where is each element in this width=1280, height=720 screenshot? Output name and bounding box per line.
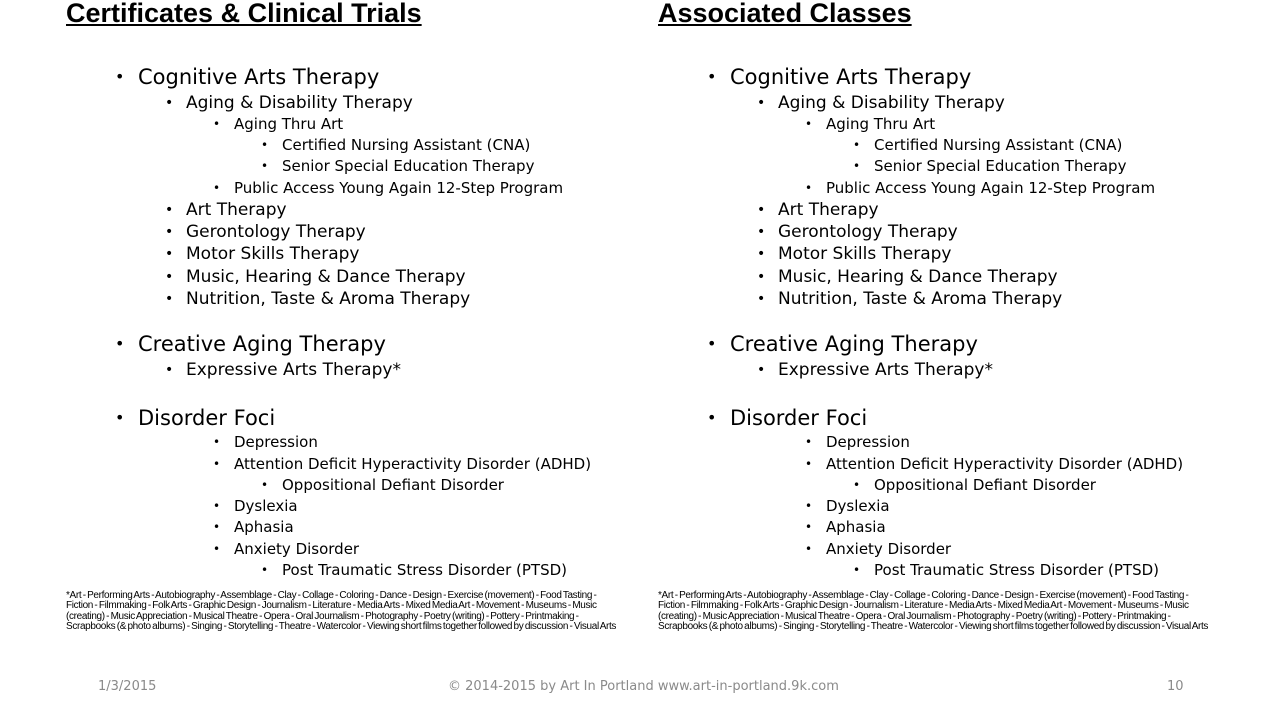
bullet-icon: •: [165, 269, 174, 285]
right-heading: Associated Classes: [658, 0, 912, 28]
bullet-icon: •: [805, 117, 813, 131]
bullet-icon: •: [707, 334, 717, 353]
list-item: • Attention Deficit Hyperactivity Disorder (ADHD): [213, 455, 592, 473]
bullet-icon: •: [213, 520, 221, 534]
list-item: • Post Traumatic Stress Disorder (PTSD): [261, 561, 567, 579]
bullet-icon: •: [707, 67, 717, 86]
bullet-icon: •: [213, 542, 221, 556]
footer-date: 1/3/2015: [98, 679, 157, 694]
list-item: • Cognitive Arts Therapy: [707, 65, 972, 89]
bullet-icon: •: [213, 457, 221, 471]
list-item: • Certified Nursing Assistant (CNA): [853, 136, 1123, 154]
list-item: • Music, Hearing & Dance Therapy: [165, 267, 466, 287]
list-item: • Music, Hearing & Dance Therapy: [757, 267, 1058, 287]
bullet-icon: •: [757, 291, 766, 307]
bullet-icon: •: [805, 542, 813, 556]
bullet-icon: •: [115, 408, 125, 427]
list-item: • Attention Deficit Hyperactivity Disorder (ADHD): [805, 455, 1184, 473]
bullet-icon: •: [853, 478, 861, 492]
bullet-icon: •: [261, 138, 269, 152]
bullet-icon: •: [213, 117, 221, 131]
bullet-icon: •: [213, 499, 221, 513]
bullet-icon: •: [805, 457, 813, 471]
list-item: • Art Therapy: [165, 200, 287, 220]
list-item: • Aphasia: [213, 518, 294, 536]
bullet-icon: •: [805, 520, 813, 534]
list-item: • Depression: [213, 433, 318, 451]
bullet-icon: •: [853, 138, 861, 152]
footer-copyright: © 2014-2015 by Art In Portland www.art-in-portland.9k.com: [448, 679, 839, 694]
list-item: • Expressive Arts Therapy*: [757, 360, 993, 380]
list-item: • Gerontology Therapy: [757, 222, 958, 242]
bullet-icon: •: [213, 435, 221, 449]
list-item: • Art Therapy: [757, 200, 879, 220]
bullet-icon: •: [757, 362, 766, 378]
bullet-icon: •: [805, 435, 813, 449]
list-item: • Disorder Foci: [115, 406, 276, 430]
list-item: • Dyslexia: [213, 497, 298, 515]
bullet-icon: •: [757, 95, 766, 111]
list-item: • Aging & Disability Therapy: [757, 93, 1005, 113]
bullet-icon: •: [261, 563, 269, 577]
bullet-icon: •: [757, 202, 766, 218]
bullet-icon: •: [165, 202, 174, 218]
left-column: [66, 0, 646, 650]
list-item: • Anxiety Disorder: [213, 540, 360, 558]
list-item: • Nutrition, Taste & Aroma Therapy: [165, 289, 471, 309]
bullet-icon: •: [853, 563, 861, 577]
bullet-icon: •: [757, 224, 766, 240]
list-item: • Senior Special Education Therapy: [853, 157, 1127, 175]
bullet-icon: •: [707, 408, 717, 427]
list-item: • Oppositional Defiant Disorder: [261, 476, 504, 494]
bullet-icon: •: [115, 67, 125, 86]
bullet-icon: •: [115, 334, 125, 353]
list-item: • Motor Skills Therapy: [165, 244, 360, 264]
list-item: • Gerontology Therapy: [165, 222, 366, 242]
bullet-icon: •: [757, 246, 766, 262]
list-item: • Anxiety Disorder: [805, 540, 952, 558]
right-column: [658, 0, 1238, 650]
list-item: • Motor Skills Therapy: [757, 244, 952, 264]
list-item: • Senior Special Education Therapy: [261, 157, 535, 175]
list-item: • Creative Aging Therapy: [707, 332, 978, 356]
bullet-icon: •: [805, 181, 813, 195]
footnote: *Art - Performing Arts - Autobiography - Assemblage - Clay - Collage - Coloring - Dance - Design - Exercise (movement) - Food Tasting - Fiction - Filmmaking - Folk Arts - Graphic Design - Journalism - Literature - Media Arts - Mixed Media Art - Movement - Museums - Music (creating) - Music Appreciation - Musical Theatre - Opera - Oral Journalism - Photography - Poetry (writing) - Pottery - Printmaking - Scrapbooks (& photo albums) - Singing - Storytelling - Theatre - Watercolor - Viewing short films together followed by discussion - Visual Arts: [66, 590, 617, 633]
list-item: • Aging & Disability Therapy: [165, 93, 413, 113]
bullet-icon: •: [757, 269, 766, 285]
bullet-icon: •: [213, 181, 221, 195]
list-item: • Cognitive Arts Therapy: [115, 65, 380, 89]
list-item: • Certified Nursing Assistant (CNA): [261, 136, 531, 154]
bullet-icon: •: [165, 95, 174, 111]
list-item: • Aging Thru Art: [805, 115, 936, 133]
bullet-icon: •: [165, 362, 174, 378]
list-item: • Public Access Young Again 12-Step Program: [805, 179, 1156, 197]
list-item: • Dyslexia: [805, 497, 890, 515]
list-item: • Nutrition, Taste & Aroma Therapy: [757, 289, 1063, 309]
list-item: • Depression: [805, 433, 910, 451]
list-item: • Aging Thru Art: [213, 115, 344, 133]
list-item: • Disorder Foci: [707, 406, 868, 430]
list-item: • Aphasia: [805, 518, 886, 536]
list-item: • Post Traumatic Stress Disorder (PTSD): [853, 561, 1159, 579]
footnote: *Art - Performing Arts - Autobiography - Assemblage - Clay - Collage - Coloring - Dance - Design - Exercise (movement) - Food Tasting - Fiction - Filmmaking - Folk Arts - Graphic Design - Journalism - Literature - Media Arts - Mixed Media Art - Movement - Museums - Music (creating) - Music Appreciation - Musical Theatre - Opera - Oral Journalism - Photography - Poetry (writing) - Pottery - Printmaking - Scrapbooks (& photo albums) - Singing - Storytelling - Theatre - Watercolor - Viewing short films together followed by discussion - Visual Arts: [658, 590, 1209, 633]
slide-number: 10: [1167, 679, 1184, 694]
bullet-icon: •: [261, 478, 269, 492]
bullet-icon: •: [165, 224, 174, 240]
list-item: • Oppositional Defiant Disorder: [853, 476, 1096, 494]
bullet-icon: •: [805, 499, 813, 513]
list-item: • Expressive Arts Therapy*: [165, 360, 401, 380]
left-heading: Certificates & Clinical Trials: [66, 0, 422, 28]
bullet-icon: •: [853, 159, 861, 173]
bullet-icon: •: [165, 291, 174, 307]
list-item: • Public Access Young Again 12-Step Program: [213, 179, 564, 197]
bullet-icon: •: [165, 246, 174, 262]
bullet-icon: •: [261, 159, 269, 173]
list-item: • Creative Aging Therapy: [115, 332, 386, 356]
